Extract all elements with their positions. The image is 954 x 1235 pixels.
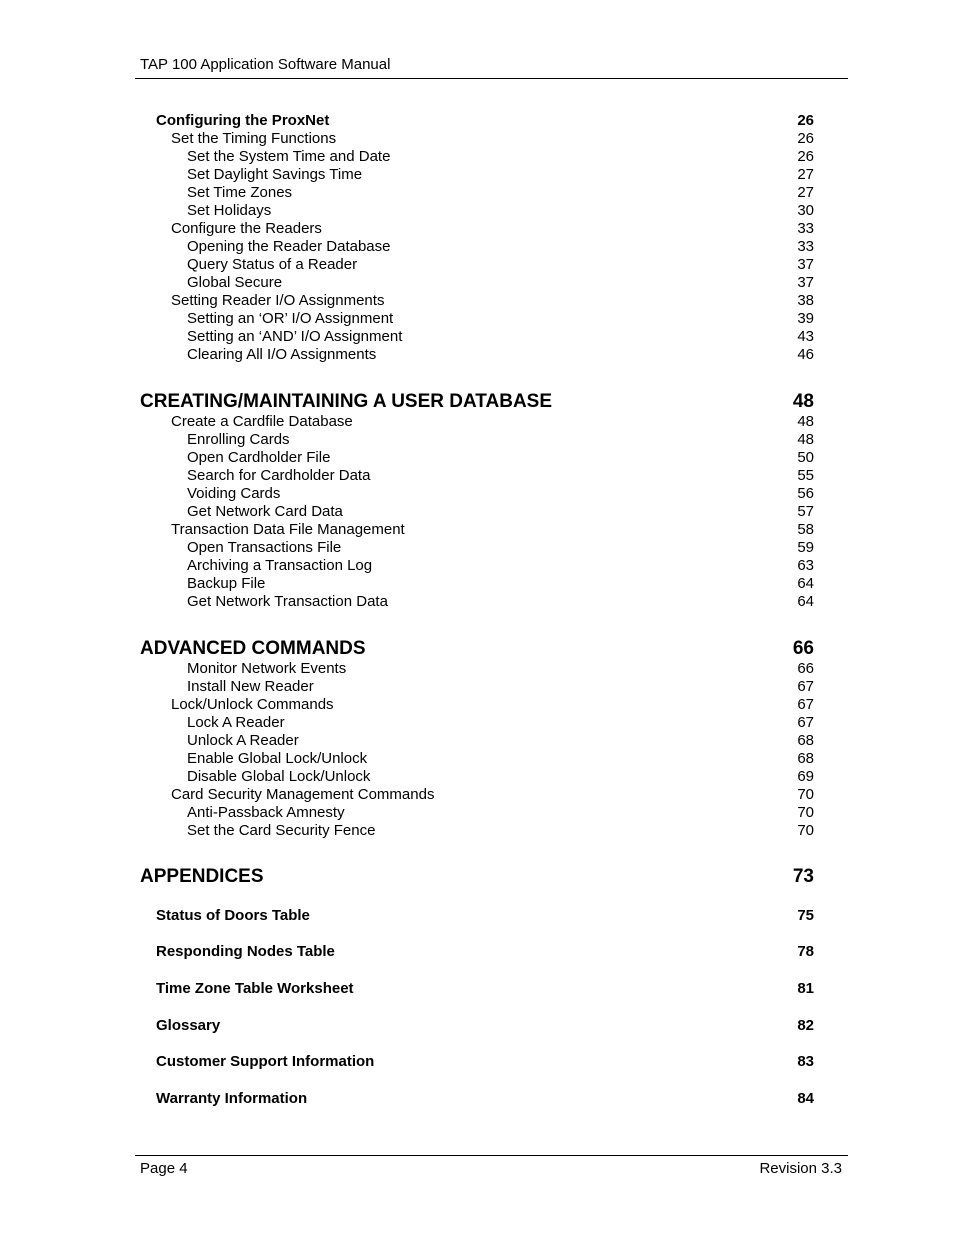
toc-entry[interactable] [0, 256, 954, 274]
toc-entry-page: 67 [797, 696, 814, 713]
toc-entry-page: 64 [797, 593, 814, 610]
toc-entry-title: Enrolling Cards [187, 431, 290, 448]
toc-entry[interactable] [0, 593, 954, 611]
toc-entry-page: 50 [797, 449, 814, 466]
toc-entry-page: 58 [797, 521, 814, 538]
toc-entry[interactable] [0, 292, 954, 310]
toc-entry[interactable] [0, 786, 954, 804]
toc-entry-title: Voiding Cards [187, 485, 281, 502]
toc-entry-page: 37 [797, 256, 814, 273]
toc-entry-title: Set Daylight Savings Time [187, 166, 363, 183]
toc-entry[interactable] [0, 413, 954, 431]
toc-entry-page: 63 [797, 557, 814, 574]
toc-chapter-entry[interactable] [0, 866, 954, 887]
toc-entry-title: CREATING/MAINTAINING A USER DATABASE [140, 391, 553, 412]
toc-entry-title: Warranty Information [156, 1090, 308, 1107]
toc-entry-title: Create a Cardfile Database [171, 413, 353, 430]
toc-entry-title: Enable Global Lock/Unlock [187, 750, 368, 767]
toc-entry[interactable] [0, 943, 954, 961]
toc-entry-title: ADVANCED COMMANDS [140, 638, 366, 659]
toc-entry-title: Glossary [156, 1017, 221, 1034]
toc-entry[interactable] [0, 575, 954, 593]
toc-entry[interactable] [0, 1090, 954, 1108]
toc-entry[interactable] [0, 714, 954, 732]
toc-entry-page: 67 [797, 714, 814, 731]
toc-entry-title: Lock A Reader [187, 714, 285, 731]
toc-chapter-entry[interactable] [0, 638, 954, 659]
toc-entry-title: Status of Doors Table [156, 907, 310, 924]
toc-entry-page: 81 [797, 980, 814, 997]
toc-entry-page: 55 [797, 467, 814, 484]
toc-entry-title: Time Zone Table Worksheet [156, 980, 354, 997]
toc-entry[interactable] [0, 696, 954, 714]
toc-entry-page: 83 [797, 1053, 814, 1070]
toc-entry-title: Install New Reader [187, 678, 314, 695]
toc-entry-page: 56 [797, 485, 814, 502]
toc-entry[interactable] [0, 112, 954, 130]
toc-entry[interactable] [0, 202, 954, 220]
toc-entry-page: 70 [797, 822, 814, 839]
toc-entry-title: Set the System Time and Date [187, 148, 391, 165]
footer-rule [135, 1155, 848, 1156]
toc-entry-page: 57 [797, 503, 814, 520]
toc-entry-title: Monitor Network Events [187, 660, 347, 677]
toc-entry-title: Responding Nodes Table [156, 943, 335, 960]
toc-entry[interactable] [0, 184, 954, 202]
toc-entry[interactable] [0, 804, 954, 822]
toc-entry-title: Set the Card Security Fence [187, 822, 376, 839]
toc-entry-page: 26 [797, 130, 814, 147]
toc-entry[interactable] [0, 220, 954, 238]
toc-entry[interactable] [0, 274, 954, 292]
toc-entry-page: 30 [797, 202, 814, 219]
toc-entry-title: Set Time Zones [187, 184, 293, 201]
toc-entry[interactable] [0, 310, 954, 328]
toc-entry[interactable] [0, 467, 954, 485]
toc-entry-title: Open Transactions File [187, 539, 342, 556]
toc-entry-page: 48 [797, 431, 814, 448]
toc-entry-title: Global Secure [187, 274, 283, 291]
toc-entry[interactable] [0, 346, 954, 364]
toc-entry-title: Configuring the ProxNet [156, 112, 330, 129]
toc-entry-page: 64 [797, 575, 814, 592]
toc-entry[interactable] [0, 166, 954, 184]
toc-entry-title: Customer Support Information [156, 1053, 375, 1070]
toc-entry-title: Unlock A Reader [187, 732, 299, 749]
toc-entry[interactable] [0, 660, 954, 678]
toc-entry-title: Setting an ‘AND’ I/O Assignment [187, 328, 403, 345]
toc-entry-page: 82 [797, 1017, 814, 1034]
footer-revision: Revision 3.3 [759, 1160, 842, 1177]
toc-entry-title: Set Holidays [187, 202, 272, 219]
toc-entry-title: Opening the Reader Database [187, 238, 391, 255]
toc-entry-page: 59 [797, 539, 814, 556]
toc-entry[interactable] [0, 130, 954, 148]
toc-entry-page: 33 [797, 238, 814, 255]
toc-entry-page: 75 [797, 907, 814, 924]
toc-entry-page: 33 [797, 220, 814, 237]
toc-entry-page: 66 [792, 638, 814, 659]
toc-entry[interactable] [0, 539, 954, 557]
toc-entry-title: Lock/Unlock Commands [171, 696, 334, 713]
toc-entry[interactable] [0, 768, 954, 786]
toc-entry[interactable] [0, 148, 954, 166]
toc-entry-title: Open Cardholder File [187, 449, 331, 466]
toc-entry-page: 38 [797, 292, 814, 309]
toc-entry-page: 68 [797, 732, 814, 749]
toc-entry-title: APPENDICES [140, 866, 264, 887]
footer-page-number: Page 4 [140, 1160, 188, 1177]
toc-entry-page: 39 [797, 310, 814, 327]
toc-entry-page: 27 [797, 166, 814, 183]
toc-entry-title: Get Network Card Data [187, 503, 343, 520]
toc-entry-title: Transaction Data File Management [171, 521, 405, 538]
toc-entry[interactable] [0, 822, 954, 840]
toc-entry-page: 26 [797, 112, 814, 129]
header-title: TAP 100 Application Software Manual [140, 56, 391, 73]
toc-entry[interactable] [0, 485, 954, 503]
toc-entry-title: Backup File [187, 575, 266, 592]
toc-entry-title: Anti-Passback Amnesty [187, 804, 345, 821]
toc-entry[interactable] [0, 503, 954, 521]
toc-entry-page: 27 [797, 184, 814, 201]
header-rule [135, 78, 848, 79]
toc-entry-page: 68 [797, 750, 814, 767]
toc-entry[interactable] [0, 750, 954, 768]
toc-entry-title: Query Status of a Reader [187, 256, 358, 273]
toc-entry-page: 67 [797, 678, 814, 695]
toc-chapter-entry[interactable] [0, 391, 954, 412]
toc-entry[interactable] [0, 732, 954, 750]
toc-entry-title: Configure the Readers [171, 220, 322, 237]
toc-entry-page: 43 [797, 328, 814, 345]
toc-entry-page: 78 [797, 943, 814, 960]
toc-entry[interactable] [0, 1053, 954, 1071]
toc-entry-title: Get Network Transaction Data [187, 593, 388, 610]
toc-entry-page: 84 [797, 1090, 814, 1107]
toc-entry-page: 66 [797, 660, 814, 677]
toc-entry-page: 46 [797, 346, 814, 363]
toc-entry-page: 70 [797, 804, 814, 821]
toc-entry-title: Search for Cardholder Data [187, 467, 371, 484]
toc-entry-page: 73 [792, 866, 814, 887]
toc-entry-title: Archiving a Transaction Log [187, 557, 373, 574]
toc-entry[interactable] [0, 980, 954, 998]
toc-entry-page: 37 [797, 274, 814, 291]
toc-entry[interactable] [0, 521, 954, 539]
toc-entry-title: Setting an ‘OR’ I/O Assignment [187, 310, 394, 327]
toc-entry-title: Disable Global Lock/Unlock [187, 768, 371, 785]
toc-entry-title: Set the Timing Functions [171, 130, 337, 147]
toc-entry-page: 26 [797, 148, 814, 165]
toc-entry-page: 48 [797, 413, 814, 430]
toc-entry[interactable] [0, 238, 954, 256]
toc-entry[interactable] [0, 907, 954, 925]
toc-entry[interactable] [0, 1017, 954, 1035]
toc-entry-title: Clearing All I/O Assignments [187, 346, 377, 363]
toc-entry-page: 48 [792, 391, 814, 412]
toc-entry[interactable] [0, 449, 954, 467]
toc-entry[interactable] [0, 557, 954, 575]
toc-entry-title: Card Security Management Commands [171, 786, 435, 803]
toc-entry[interactable] [0, 678, 954, 696]
toc-entry-page: 69 [797, 768, 814, 785]
toc-entry-page: 70 [797, 786, 814, 803]
toc-entry[interactable] [0, 431, 954, 449]
toc-entry-title: Setting Reader I/O Assignments [171, 292, 385, 309]
toc-entry[interactable] [0, 328, 954, 346]
